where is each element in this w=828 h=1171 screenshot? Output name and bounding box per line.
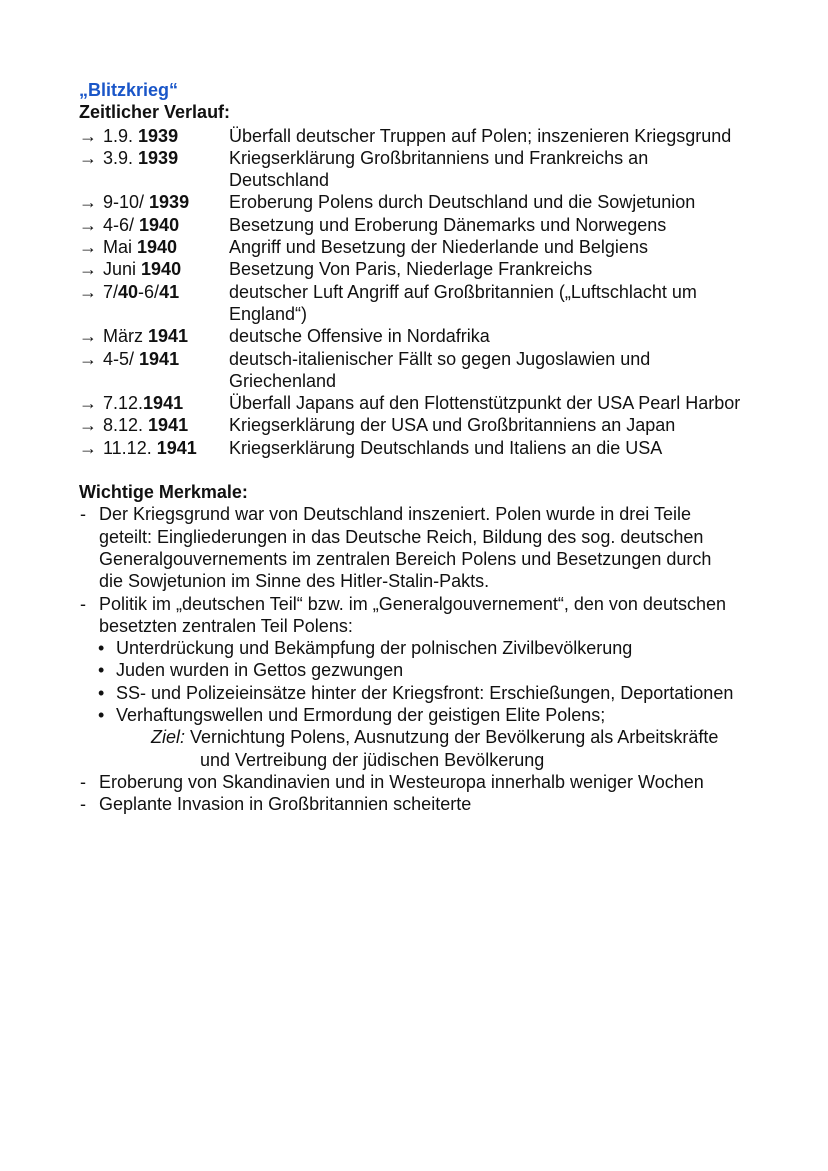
timeline-row xyxy=(79,414,768,436)
timeline-date: → 8.12. 1941 xyxy=(79,415,189,436)
arrow-icon: → xyxy=(79,125,97,146)
feature-text: Eroberung von Skandinavien und in Westeuropa innerhalb weniger Wochen xyxy=(99,771,704,792)
timeline-date: → 4-6/ 1940 xyxy=(79,214,180,235)
timeline-date: → 7.12.1941 xyxy=(79,393,184,414)
timeline-date: → 3.9. 1939 xyxy=(79,147,179,168)
list-item xyxy=(79,593,768,638)
timeline-event: deutscher Luft Angriff auf Großbritannien („Luftschlacht um England“) xyxy=(229,281,697,324)
timeline-row xyxy=(79,125,768,147)
timeline-date: → 7/40-6/41 xyxy=(79,281,180,302)
timeline-date: → Mai 1940 xyxy=(79,237,178,258)
bullet-icon: • xyxy=(98,660,105,681)
arrow-icon: → xyxy=(79,326,97,347)
list-item xyxy=(79,793,768,815)
goal-line xyxy=(98,726,768,748)
dash-icon: - xyxy=(80,794,86,815)
feature-text: Politik im „deutschen Teil“ bzw. im „Generalgouvernement“, den von deutschen besetzten zentralen Teil Polens: xyxy=(99,593,726,636)
list-item xyxy=(79,771,768,793)
arrow-icon: → xyxy=(79,192,97,213)
bullet-icon: • xyxy=(98,705,105,726)
document-title: „Blitzkrieg“ xyxy=(79,80,179,100)
dash-icon: - xyxy=(80,504,86,525)
bullet-icon: • xyxy=(98,682,105,703)
timeline-event: Überfall deutscher Truppen auf Polen; inszenieren Kriegsgrund xyxy=(229,125,732,146)
timeline-row xyxy=(79,258,768,280)
bullet-text: Juden wurden in Gettos gezwungen xyxy=(116,660,404,681)
timeline-event: Kriegserklärung der USA und Großbritanniens an Japan xyxy=(229,415,676,436)
timeline-row xyxy=(79,214,768,236)
arrow-icon: → xyxy=(79,437,97,458)
features-list xyxy=(79,503,768,815)
dash-icon: - xyxy=(80,593,86,614)
timeline-row xyxy=(79,147,768,192)
feature-text: Der Kriegsgrund war von Deutschland inszeniert. Polen wurde in drei Teile geteilt: Eingliederungen in das Deutsche Reich, Bildung des sog. deutschen Generalgouvernements im zentralen Bereich Polens und Besetzungen durch die Sowjetunion im Sinne des Hitler-Stalin-Pakts. xyxy=(99,504,712,592)
timeline-event: Besetzung und Eroberung Dänemarks und Norwegens xyxy=(229,214,667,235)
arrow-icon: → xyxy=(79,147,97,168)
timeline-heading: Zeitlicher Verlauf: xyxy=(79,102,231,123)
timeline-date: → 11.12. 1941 xyxy=(79,437,197,458)
timeline-date: → März 1941 xyxy=(79,326,189,347)
timeline-row xyxy=(79,437,768,459)
bullet-text: Verhaftungswellen und Ermordung der geistigen Elite Polens; xyxy=(116,705,606,726)
goal-line-2: und Vertreibung der jüdischen Bevölkerung xyxy=(200,749,545,770)
arrow-icon: → xyxy=(79,237,97,258)
timeline-event: Angriff und Besetzung der Niederlande und Belgiens xyxy=(229,237,648,258)
timeline-event: Kriegserklärung Großbritanniens und Frankreichs an Deutschland xyxy=(229,147,649,191)
timeline-event: deutsch-italienischer Fällt so gegen Jugoslawien und Griechenland xyxy=(229,348,651,391)
timeline-date: → Juni 1940 xyxy=(79,259,182,280)
timeline-row xyxy=(79,281,768,326)
timeline-event: Überfall Japans auf den Flottenstützpunkt der USA Pearl Harbor xyxy=(229,393,741,414)
timeline-event: Eroberung Polens durch Deutschland und die Sowjetunion xyxy=(229,192,696,213)
bullet-text: Unterdrückung und Bekämpfung der polnischen Zivilbevölkerung xyxy=(116,638,633,659)
timeline-event: Besetzung Von Paris, Niederlage Frankreichs xyxy=(229,259,593,280)
timeline-row xyxy=(79,236,768,258)
arrow-icon: → xyxy=(79,281,97,302)
arrow-icon: → xyxy=(79,259,97,280)
arrow-icon: → xyxy=(79,348,97,369)
timeline-row xyxy=(79,348,768,393)
timeline-row xyxy=(79,325,768,347)
timeline-date: → 1.9. 1939 xyxy=(79,125,179,146)
bullet-text: SS- und Polizeieinsätze hinter der Kriegsfront: Erschießungen, Deportationen xyxy=(116,682,734,703)
timeline-date: → 9-10/ 1939 xyxy=(79,192,190,213)
list-item xyxy=(98,659,768,681)
bullet-icon: • xyxy=(98,638,105,659)
timeline-event: Kriegserklärung Deutschlands und Italiens an die USA xyxy=(229,437,663,458)
goal-label: Ziel: xyxy=(151,727,186,748)
list-item xyxy=(98,682,768,704)
list-item xyxy=(98,704,768,726)
timeline-row xyxy=(79,392,768,414)
arrow-icon: → xyxy=(79,214,97,235)
sub-bullet-list xyxy=(98,637,768,771)
list-item xyxy=(79,503,768,592)
list-item xyxy=(98,637,768,659)
goal-text: Vernichtung Polens, Ausnutzung der Bevölkerung als Arbeitskräfte xyxy=(185,727,719,748)
feature-text: Geplante Invasion in Großbritannien scheiterte xyxy=(99,794,472,815)
features-heading: Wichtige Merkmale: xyxy=(79,482,248,503)
timeline-row xyxy=(79,191,768,213)
timeline-date: → 4-5/ 1941 xyxy=(79,348,180,369)
arrow-icon: → xyxy=(79,393,97,414)
timeline-event: deutsche Offensive in Nordafrika xyxy=(229,326,490,347)
arrow-icon: → xyxy=(79,415,97,436)
dash-icon: - xyxy=(80,771,86,792)
timeline-list xyxy=(79,125,768,459)
